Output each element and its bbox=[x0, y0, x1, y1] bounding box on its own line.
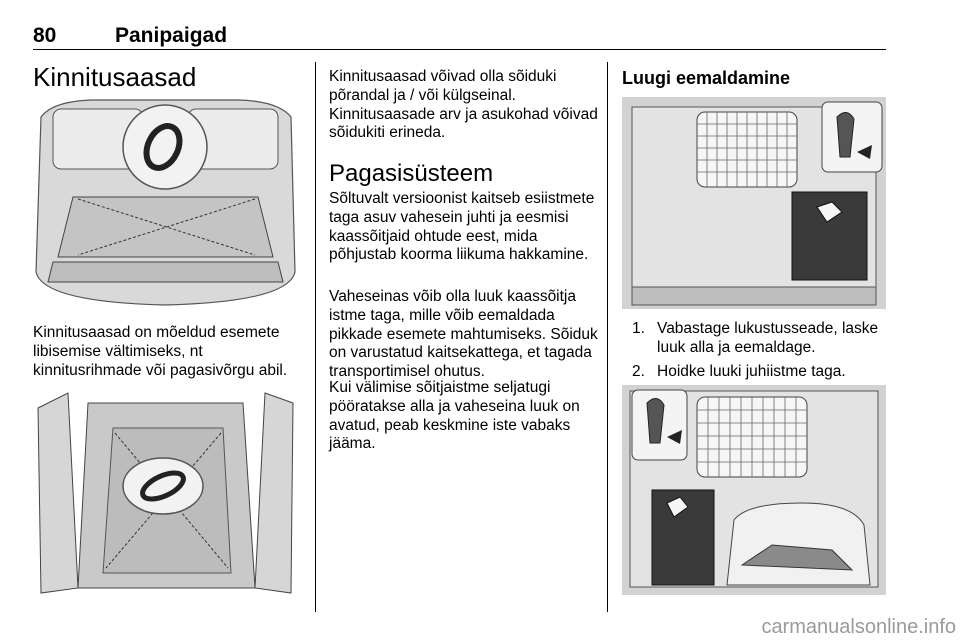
section-heading-luggage-system: Pagasisüsteem bbox=[329, 160, 494, 187]
hatch-removal-steps bbox=[632, 320, 886, 386]
chapter-title: Panipaigad bbox=[115, 24, 228, 47]
step-number: 1. bbox=[632, 320, 645, 337]
list-item bbox=[632, 363, 886, 382]
header-rule bbox=[33, 49, 886, 50]
step-number: 2. bbox=[632, 362, 645, 380]
intro-paragraph: Kinnitusaasad võivad olla sõiduki põrandal ja / või külgseinal. Kinnitusaasade arv ja asukohad võivad sõidukiti erineda. bbox=[329, 68, 598, 142]
page-header bbox=[33, 20, 886, 50]
luggage-system-paragraph-2: Vaheseinas võib olla luuk kaassõitja istme taga, mille võib eemaldada pikkade esemete mahtumiseks. Sõiduk on varustatud kaitsekattega, et tagada transportimisel ohutus. bbox=[329, 288, 598, 381]
illustration-partition-hatch-locked bbox=[622, 97, 886, 309]
luggage-system-paragraph-3: Kui välimise sõitjaistme seljatugi pööratakse alla ja vaheseina luuk on avatud, peab keskmine iste vabaks jääma. bbox=[329, 379, 580, 453]
section-heading-tie-downs: Kinnitusaasad bbox=[33, 62, 197, 92]
step-text: Vabastage lukustusseade, laske luuk alla ja eemaldage. bbox=[657, 320, 879, 356]
list-item bbox=[632, 320, 886, 358]
step-text: Hoidke luuki juhiistme taga. bbox=[657, 362, 846, 380]
watermark: carmanualsonline.info bbox=[761, 616, 956, 638]
illustration-partition-hatch-removed bbox=[622, 385, 886, 595]
illustration-van-cargo-area bbox=[33, 388, 298, 601]
page-number: 80 bbox=[33, 24, 57, 47]
section-heading-hatch-removal: Luugi eemaldamine bbox=[622, 68, 791, 88]
tie-downs-paragraph: Kinnitusaasad on mõeldud esemete libisemise vältimiseks, nt kinnitusrihmade või pagasivõrgu abil. bbox=[33, 324, 288, 379]
column-divider-2 bbox=[607, 62, 608, 612]
column-divider-1 bbox=[315, 62, 316, 612]
illustration-cargo-floor-eyes bbox=[33, 97, 298, 309]
luggage-system-paragraph-1: Sõltuvalt versioonist kaitseb esiistmete taga asuv vahesein juhti ja eesmisi kaassõitjaid ohtude eest, mida põhjustab koorma liikuma hakkamine. bbox=[329, 190, 595, 264]
